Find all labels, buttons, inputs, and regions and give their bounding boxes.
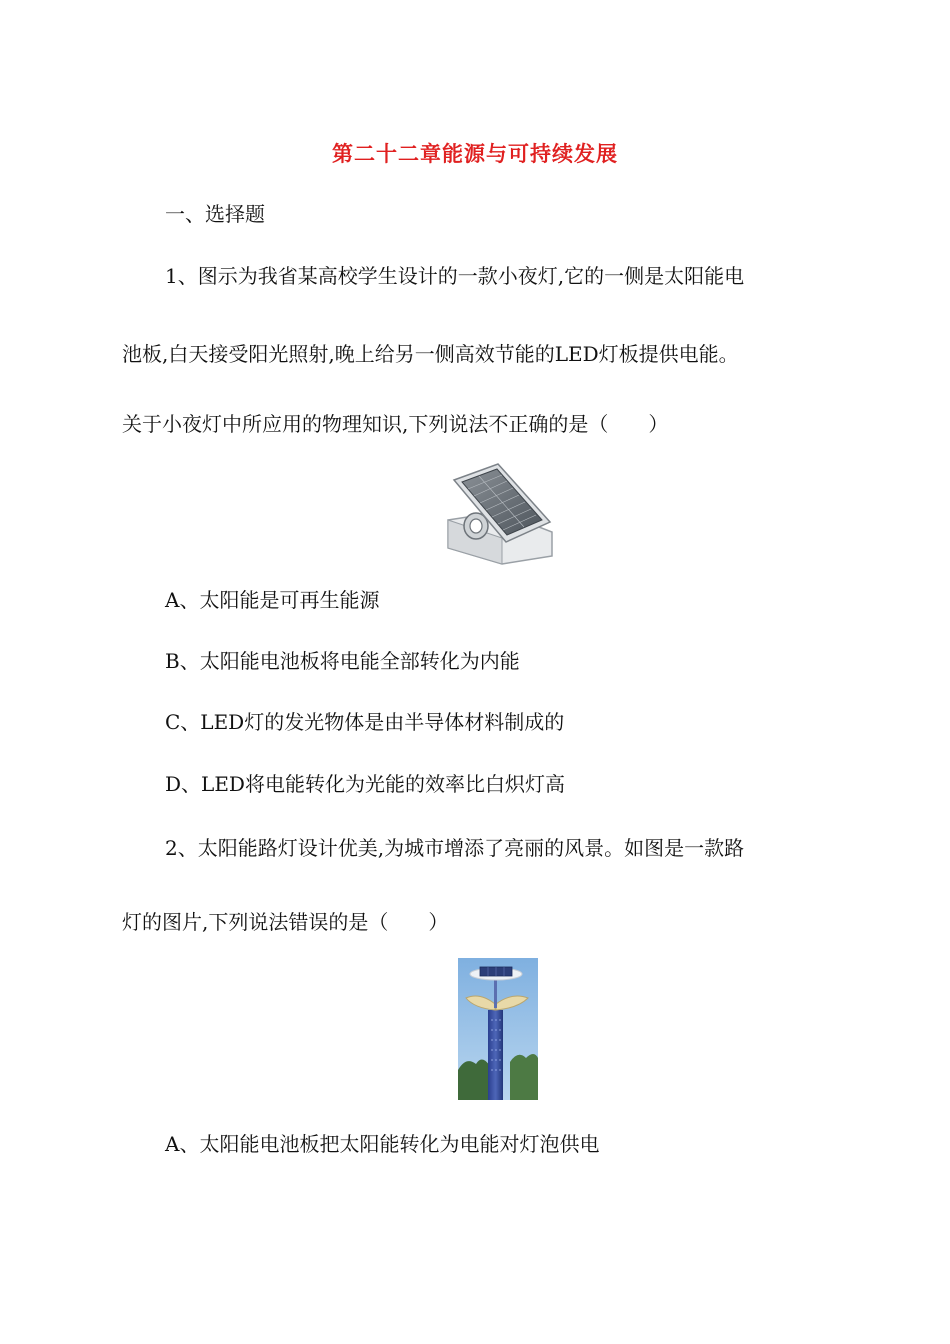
question-1-line-1: 1、图示为我省某高校学生设计的一款小夜灯,它的一侧是太阳能电 [165, 264, 745, 288]
chapter-title: 第二十二章能源与可持续发展 [332, 141, 618, 166]
solar-street-lamp-figure [458, 958, 538, 1100]
section-heading: 一、选择题 [165, 202, 265, 226]
question-1-option-a: A、太阳能是可再生能源 [165, 588, 380, 612]
question-2-option-a: A、太阳能电池板把太阳能转化为电能对灯泡供电 [165, 1132, 600, 1156]
question-1-option-b: B、太阳能电池板将电能全部转化为内能 [165, 649, 520, 673]
question-1-line-3: 关于小夜灯中所应用的物理知识,下列说法不正确的是（ ） [122, 412, 669, 436]
question-1-option-c: C、LED灯的发光物体是由半导体材料制成的 [165, 710, 565, 734]
night-light-figure [440, 460, 555, 565]
question-2-line-2: 灯的图片,下列说法错误的是（ ） [122, 910, 449, 934]
question-1-option-d: D、LED将电能转化为光能的效率比白炽灯高 [165, 772, 565, 796]
question-2-line-1: 2、太阳能路灯设计优美,为城市增添了亮丽的风景。如图是一款路 [165, 836, 745, 860]
question-1-line-2: 池板,白天接受阳光照射,晚上给另一侧高效节能的LED灯板提供电能。 [122, 342, 739, 366]
